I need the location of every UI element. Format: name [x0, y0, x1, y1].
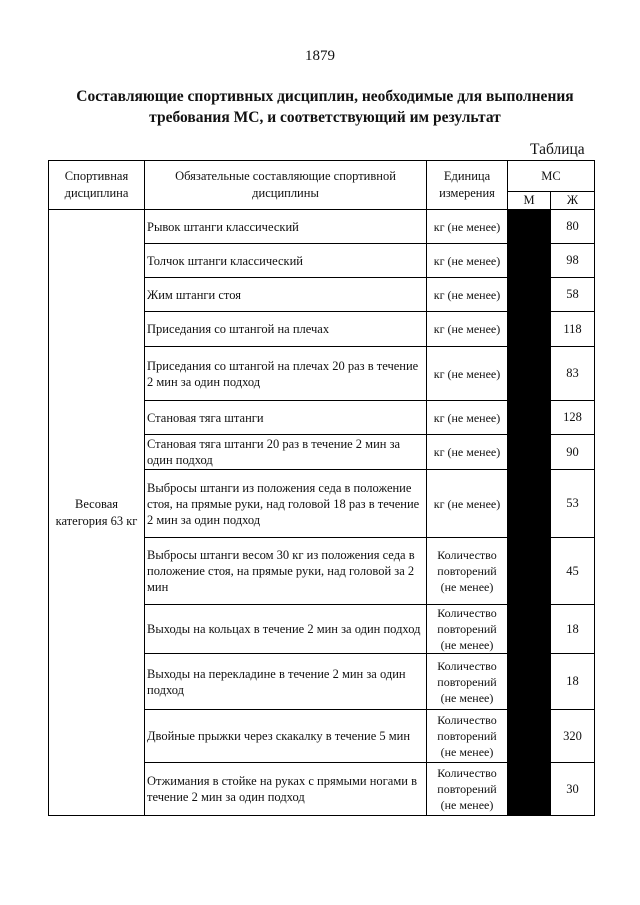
unit-cell: кг (не менее)	[427, 210, 508, 244]
w-value-cell: 320	[551, 710, 595, 763]
m-redacted-cell	[508, 605, 551, 654]
component-cell: Становая тяга штанги	[145, 401, 427, 435]
w-value-cell: 83	[551, 347, 595, 401]
header-row	[49, 161, 595, 192]
component-cell: Становая тяга штанги 20 раз в течение 2 мин за один подход	[145, 435, 427, 470]
page-number: 1879	[305, 48, 335, 64]
m-redacted-cell	[508, 312, 551, 347]
discipline-cell: Весовая категория 63 кг	[49, 210, 145, 816]
unit-cell: кг (не менее)	[427, 401, 508, 435]
component-cell: Приседания со штангой на плечах 20 раз в течение 2 мин за один подход	[145, 347, 427, 401]
m-redacted-cell	[508, 654, 551, 710]
unit-cell: кг (не менее)	[427, 347, 508, 401]
component-cell: Жим штанги стоя	[145, 278, 427, 312]
w-value-cell: 18	[551, 654, 595, 710]
component-cell: Приседания со штангой на плечах	[145, 312, 427, 347]
w-value-cell: 58	[551, 278, 595, 312]
w-value-cell: 53	[551, 470, 595, 538]
m-redacted-cell	[508, 347, 551, 401]
w-value-cell: 18	[551, 605, 595, 654]
component-cell: Двойные прыжки через скакалку в течение 5 мин	[145, 710, 427, 763]
title-line-2: требования МС, и соответствующий им результат	[149, 109, 501, 126]
title-line-1: Составляющие спортивных дисциплин, необходимые для выполнения	[76, 88, 574, 105]
unit-cell: Количество повторений (не менее)	[427, 538, 508, 605]
component-cell: Выбросы штанги из положения седа в положение стоя, на прямые руки, над головой 18 раз в течение 2 мин за один подход	[145, 470, 427, 538]
unit-cell: кг (не менее)	[427, 312, 508, 347]
component-cell: Отжимания в стойке на руках с прямыми ногами в течение 2 мин за один подход	[145, 763, 427, 816]
header-m: М	[508, 192, 551, 210]
header-ms: МС	[508, 161, 595, 192]
header-unit: Единица измерения	[427, 161, 508, 210]
requirements-table	[48, 160, 595, 816]
header-discipline: Спортивная дисциплина	[49, 161, 145, 210]
m-redacted-cell	[508, 538, 551, 605]
unit-cell: кг (не менее)	[427, 435, 508, 470]
component-cell: Выходы на кольцах в течение 2 мин за один подход	[145, 605, 427, 654]
table-label: Таблица	[530, 141, 585, 158]
unit-cell: Количество повторений (не менее)	[427, 654, 508, 710]
w-value-cell: 80	[551, 210, 595, 244]
m-redacted-cell	[508, 470, 551, 538]
w-value-cell: 98	[551, 244, 595, 278]
m-redacted-cell	[508, 210, 551, 244]
header-components: Обязательные составляющие спортивной дисциплины	[145, 161, 427, 210]
component-cell: Рывок штанги классический	[145, 210, 427, 244]
component-cell: Выходы на перекладине в течение 2 мин за один подход	[145, 654, 427, 710]
unit-cell: Количество повторений (не менее)	[427, 605, 508, 654]
unit-cell: кг (не менее)	[427, 278, 508, 312]
table-row	[49, 210, 595, 244]
m-redacted-cell	[508, 763, 551, 816]
unit-cell: Количество повторений (не менее)	[427, 763, 508, 816]
unit-cell: кг (не менее)	[427, 470, 508, 538]
w-value-cell: 30	[551, 763, 595, 816]
document-title	[40, 86, 610, 128]
w-value-cell: 45	[551, 538, 595, 605]
unit-cell: кг (не менее)	[427, 244, 508, 278]
w-value-cell: 118	[551, 312, 595, 347]
w-value-cell: 90	[551, 435, 595, 470]
m-redacted-cell	[508, 710, 551, 763]
header-w: Ж	[551, 192, 595, 210]
m-redacted-cell	[508, 435, 551, 470]
w-value-cell: 128	[551, 401, 595, 435]
unit-cell: Количество повторений (не менее)	[427, 710, 508, 763]
component-cell: Толчок штанги классический	[145, 244, 427, 278]
m-redacted-cell	[508, 244, 551, 278]
component-cell: Выбросы штанги весом 30 кг из положения седа в положение стоя, на прямые руки, над головой за 2 мин	[145, 538, 427, 605]
m-redacted-cell	[508, 401, 551, 435]
m-redacted-cell	[508, 278, 551, 312]
